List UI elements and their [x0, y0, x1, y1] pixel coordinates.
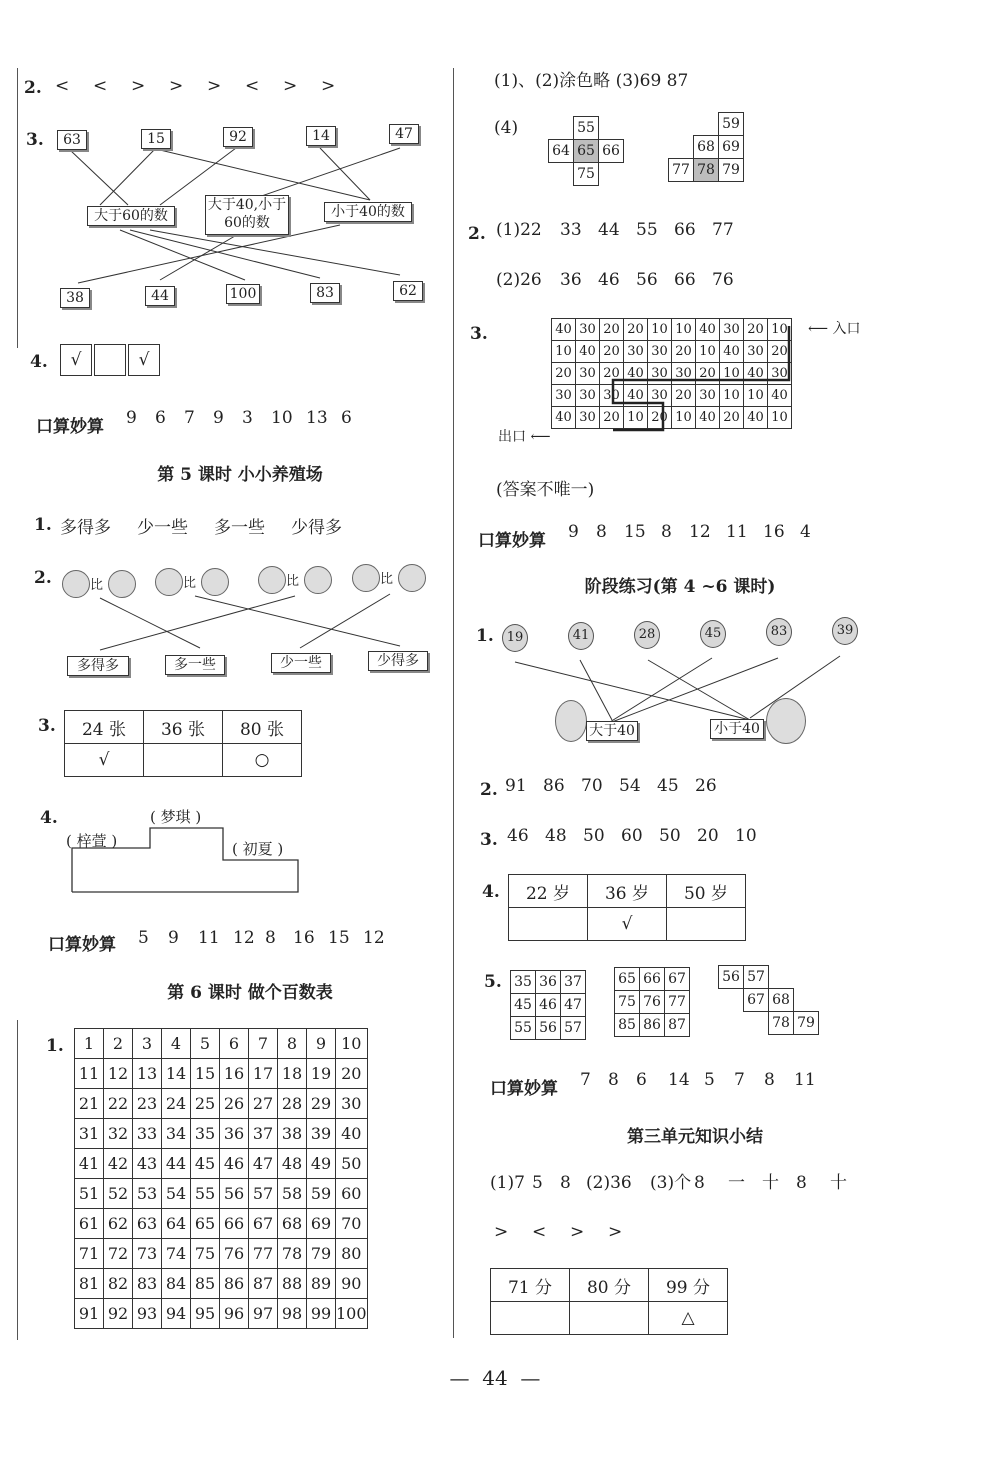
grid-cell: 45 — [511, 994, 536, 1017]
hundred-cell: 62 — [104, 1209, 133, 1239]
hundred-cell: 7 — [249, 1029, 278, 1059]
hundred-cell: 94 — [162, 1299, 191, 1329]
hundred-cell: 73 — [133, 1239, 162, 1269]
hundred-cell: 87 — [249, 1269, 278, 1299]
hundred-cell: 15 — [191, 1059, 220, 1089]
q3-top-box: 92 — [223, 127, 253, 147]
maze-cell: 20 — [600, 319, 624, 341]
balloon: 45 — [700, 620, 726, 648]
hundred-cell: 63 — [133, 1209, 162, 1239]
hundred-cell: 71 — [75, 1239, 104, 1269]
hundred-cell: 41 — [75, 1149, 104, 1179]
hundred-cell: 77 — [249, 1239, 278, 1269]
maze-cell: 30 — [768, 363, 792, 385]
l5q2-box: 少得多 — [368, 651, 428, 671]
stair-shape: 59 68 69 77 78 79 — [668, 112, 744, 182]
q3-bottom-box: 62 — [393, 281, 423, 301]
sq1-number: 1. — [476, 626, 494, 646]
grid-cell: 35 — [511, 971, 536, 994]
oral-calc-label: 口算妙算 — [36, 417, 104, 437]
grid-cell: 67 — [665, 968, 690, 991]
maze-cell: 40 — [744, 407, 768, 429]
balloon: 19 — [502, 624, 528, 652]
hundred-cell: 82 — [104, 1269, 133, 1299]
page-number: — 44 — — [449, 1366, 541, 1390]
l5q2-lines — [0, 590, 453, 660]
l5q2-box: 多一些 — [165, 655, 225, 675]
q3-top-box: 47 — [389, 124, 419, 144]
l5q1-values: 多得多 少一些 多一些 少得多 — [60, 518, 342, 538]
grid-cell: 75 — [615, 991, 640, 1014]
hundred-cell: 40 — [336, 1119, 368, 1149]
hundred-cell: 65 — [191, 1209, 220, 1239]
maze-cell: 10 — [768, 319, 792, 341]
exit-label: 出口 ⟵ — [498, 429, 551, 445]
hundred-cell: 28 — [278, 1089, 307, 1119]
maze-cell: 10 — [648, 319, 672, 341]
hundred-cell: 91 — [75, 1299, 104, 1329]
hundred-cell: 49 — [307, 1149, 336, 1179]
l5q2-number: 2. — [34, 568, 52, 588]
q3-bottom-box: 100 — [226, 284, 260, 304]
balloon: 41 — [568, 622, 594, 650]
hundred-cell: 14 — [162, 1059, 191, 1089]
hundred-cell: 18 — [278, 1059, 307, 1089]
maze-cell: 10 — [624, 407, 648, 429]
maze-cell: 20 — [600, 341, 624, 363]
maze-cell: 30 — [600, 385, 624, 407]
hundred-cell: 17 — [249, 1059, 278, 1089]
hundred-cell: 81 — [75, 1269, 104, 1299]
hundred-cell: 84 — [162, 1269, 191, 1299]
hundred-cell: 26 — [220, 1089, 249, 1119]
oral-calc-values: 7 8 6 14 5 7 8 11 — [580, 1070, 816, 1090]
maze-cell: 40 — [552, 319, 576, 341]
q3-lines — [0, 0, 453, 320]
hundred-cell: 37 — [249, 1119, 278, 1149]
oral-calc-label: 口算妙算 — [478, 531, 546, 551]
r-q3-number: 3. — [470, 324, 488, 344]
q3-bottom-box: 38 — [60, 288, 90, 308]
hundred-cell: 53 — [133, 1179, 162, 1209]
maze-cell: 40 — [552, 407, 576, 429]
hundred-cell: 3 — [133, 1029, 162, 1059]
summary-title: 第三单元知识小结 — [627, 1127, 763, 1147]
greater-40-box: 大于40 — [586, 721, 638, 741]
chick-icon — [555, 700, 587, 742]
l6q1-number: 1. — [46, 1036, 64, 1056]
maze-cell: 40 — [696, 319, 720, 341]
hundred-cell: 29 — [307, 1089, 336, 1119]
hundred-cell: 43 — [133, 1149, 162, 1179]
hundred-cell: 8 — [278, 1029, 307, 1059]
maze-cell: 20 — [624, 319, 648, 341]
hundred-cell: 44 — [162, 1149, 191, 1179]
oral-calc-values: 9 6 7 9 3 10 13 6 — [126, 408, 352, 428]
hundred-cell: 46 — [220, 1149, 249, 1179]
name-mengqi: ( 梦琪 ) — [150, 808, 202, 826]
hundred-cell: 55 — [191, 1179, 220, 1209]
hundred-cell: 22 — [104, 1089, 133, 1119]
maze-cell: 20 — [696, 363, 720, 385]
hundred-cell: 39 — [307, 1119, 336, 1149]
hundred-cell: 98 — [278, 1299, 307, 1329]
maze-cell: 40 — [720, 341, 744, 363]
oral-calc-label: 口算妙算 — [48, 935, 116, 955]
hundred-cell: 68 — [278, 1209, 307, 1239]
hundred-cell: 76 — [220, 1239, 249, 1269]
sq4-table: 22 岁 36 岁 50 岁 √ — [508, 874, 746, 941]
maze-cell: 20 — [672, 385, 696, 407]
hundred-cell: 20 — [336, 1059, 368, 1089]
hundred-cell: 30 — [336, 1089, 368, 1119]
maze-cell: 40 — [744, 363, 768, 385]
r-p4-label: (4) — [494, 118, 519, 138]
maze-cell: 30 — [744, 341, 768, 363]
sq2-values: 91 86 70 54 45 26 — [505, 776, 717, 796]
lesson5-title: 第 5 课时 小小养殖场 — [157, 465, 323, 485]
name-zixuan: ( 梓萱 ) — [66, 832, 118, 850]
q3-mid-box: 小于40的数 — [324, 202, 412, 222]
hundred-cell: 90 — [336, 1269, 368, 1299]
chick-icon — [398, 564, 426, 592]
grid-cell: 76 — [640, 991, 665, 1014]
hundred-cell: 25 — [191, 1089, 220, 1119]
sq3-number: 3. — [480, 830, 498, 850]
name-chuxia: ( 初夏 ) — [232, 840, 284, 858]
maze-cell: 20 — [648, 407, 672, 429]
maze-cell: 10 — [672, 407, 696, 429]
maze-cell: 10 — [720, 363, 744, 385]
q3-mid-box: 大于40,小于60的数 — [205, 195, 289, 235]
q2-number: 2. — [24, 78, 42, 98]
sq5-grid-3: 56 57 67 68 78 79 — [718, 965, 819, 1035]
l5q1-number: 1. — [34, 515, 52, 535]
compare-word: 比 — [183, 576, 197, 591]
stage-title: 阶段练习(第 4 ~6 课时) — [584, 577, 776, 597]
sq2-number: 2. — [480, 780, 498, 800]
hundred-cell: 48 — [278, 1149, 307, 1179]
hundred-cell: 61 — [75, 1209, 104, 1239]
q3-bottom-box: 44 — [145, 286, 175, 306]
q3-top-box: 63 — [57, 130, 87, 150]
hundred-cell: 95 — [191, 1299, 220, 1329]
hundred-cell: 2 — [104, 1029, 133, 1059]
hundred-cell: 1 — [75, 1029, 104, 1059]
hundred-cell: 9 — [307, 1029, 336, 1059]
balloon: 83 — [766, 618, 792, 646]
hundred-cell: 64 — [162, 1209, 191, 1239]
maze-cell: 20 — [600, 363, 624, 385]
balloon: 39 — [832, 617, 858, 645]
maze-cell: 30 — [720, 319, 744, 341]
maze-cell: 10 — [696, 341, 720, 363]
maze-cell: 30 — [648, 385, 672, 407]
grid-cell: 66 — [640, 968, 665, 991]
sq5-number: 5. — [484, 972, 502, 992]
maze-cell: 30 — [624, 341, 648, 363]
grid-cell: 55 — [511, 1017, 536, 1040]
maze-cell: 40 — [624, 385, 648, 407]
hundred-cell: 70 — [336, 1209, 368, 1239]
maze-cell: 10 — [744, 385, 768, 407]
r-q3-note: (答案不唯一) — [496, 480, 595, 500]
hundred-cell: 69 — [307, 1209, 336, 1239]
hundred-cell: 11 — [75, 1059, 104, 1089]
r-q2-number: 2. — [468, 224, 486, 244]
entrance-label: ⟵ 入口 — [808, 321, 861, 337]
l5q3-table: 24 张 36 张 80 张 √ ○ — [64, 710, 302, 777]
grid-cell: 36 — [536, 971, 561, 994]
maze-cell: 20 — [720, 407, 744, 429]
maze-cell: 30 — [576, 319, 600, 341]
summary-table: 71 分 80 分 99 分 △ — [490, 1268, 728, 1335]
hundred-cell: 19 — [307, 1059, 336, 1089]
less-40-box: 小于40 — [710, 719, 764, 739]
maze-cell: 20 — [552, 363, 576, 385]
hundred-cell: 51 — [75, 1179, 104, 1209]
grid-cell: 87 — [665, 1014, 690, 1037]
maze-cell: 10 — [672, 319, 696, 341]
hundred-cell: 97 — [249, 1299, 278, 1329]
hundred-cell: 66 — [220, 1209, 249, 1239]
hundred-cell: 74 — [162, 1239, 191, 1269]
hundred-cell: 60 — [336, 1179, 368, 1209]
hundred-cell: 88 — [278, 1269, 307, 1299]
hundred-cell: 50 — [336, 1149, 368, 1179]
hundred-cell: 78 — [278, 1239, 307, 1269]
grid-cell: 57 — [561, 1017, 586, 1040]
maze-path — [551, 318, 811, 448]
sq5-grid-2 — [614, 967, 690, 1037]
hundred-cell: 72 — [104, 1239, 133, 1269]
maze-cell: 40 — [768, 385, 792, 407]
hundred-cell: 34 — [162, 1119, 191, 1149]
grid-cell: 46 — [536, 994, 561, 1017]
hundred-cell: 80 — [336, 1239, 368, 1269]
grid-cell: 65 — [615, 968, 640, 991]
hundred-cell: 45 — [191, 1149, 220, 1179]
hundred-cell: 92 — [104, 1299, 133, 1329]
hundred-cell: 85 — [191, 1269, 220, 1299]
grid-cell: 47 — [561, 994, 586, 1017]
grid-cell: 77 — [665, 991, 690, 1014]
l5q3-number: 3. — [38, 716, 56, 736]
l5q2-box: 多得多 — [67, 656, 129, 676]
sq1-lines — [460, 640, 920, 750]
maze-cell: 30 — [648, 341, 672, 363]
hundred-cell: 5 — [191, 1029, 220, 1059]
hundred-cell: 86 — [220, 1269, 249, 1299]
compare-word: 比 — [380, 572, 394, 587]
maze-cell: 30 — [672, 363, 696, 385]
maze-cell: 10 — [552, 341, 576, 363]
column-divider — [453, 68, 454, 1338]
hundred-cell: 52 — [104, 1179, 133, 1209]
sq3-values: 46 48 50 60 50 20 10 — [507, 826, 757, 846]
q2-signs: < < > > > < > > — [55, 76, 336, 96]
hundred-cell: 100 — [336, 1299, 368, 1329]
hundred-cell: 47 — [249, 1149, 278, 1179]
maze-cell: 30 — [576, 385, 600, 407]
l5q2-box: 少一些 — [271, 653, 331, 673]
r-p1: (1)、(2)涂色略 (3)69 87 — [494, 71, 689, 91]
maze-cell: 20 — [600, 407, 624, 429]
hundred-cell: 79 — [307, 1239, 336, 1269]
r-q2-row2: (2)26 36 46 56 66 76 — [496, 270, 734, 290]
maze-cell: 30 — [696, 385, 720, 407]
oral-calc-values: 5 9 11 12 8 16 15 12 — [138, 928, 385, 948]
compare-word: 比 — [286, 574, 300, 589]
hundred-cell: 93 — [133, 1299, 162, 1329]
hundred-cell: 35 — [191, 1119, 220, 1149]
left-margin-rule — [17, 1020, 18, 1340]
oral-calc-values: 9 8 15 8 12 11 16 4 — [568, 522, 811, 542]
hundred-cell: 16 — [220, 1059, 249, 1089]
hundred-cell: 10 — [336, 1029, 368, 1059]
cross-shape: 55 64 65 66 75 — [548, 116, 624, 186]
hundred-cell: 96 — [220, 1299, 249, 1329]
maze-cell: 40 — [624, 363, 648, 385]
frog-icon — [352, 564, 380, 592]
maze-cell: 20 — [744, 319, 768, 341]
squirrel-icon — [766, 698, 806, 744]
maze-cell: 30 — [552, 385, 576, 407]
grid-cell: 86 — [640, 1014, 665, 1037]
hundred-cell: 4 — [162, 1029, 191, 1059]
maze-cell: 10 — [720, 385, 744, 407]
hundred-cell: 31 — [75, 1119, 104, 1149]
maze-cell: 20 — [768, 341, 792, 363]
hundred-cell: 38 — [278, 1119, 307, 1149]
hundred-cell: 33 — [133, 1119, 162, 1149]
hundred-cell: 57 — [249, 1179, 278, 1209]
hundred-cell: 42 — [104, 1149, 133, 1179]
hundred-cell: 75 — [191, 1239, 220, 1269]
hundred-cell: 27 — [249, 1089, 278, 1119]
balloon: 28 — [634, 621, 660, 649]
hundred-cell: 23 — [133, 1089, 162, 1119]
hundred-chart — [74, 1028, 368, 1329]
hundred-cell: 56 — [220, 1179, 249, 1209]
hundred-cell: 83 — [133, 1269, 162, 1299]
summary-signs: > < > > — [494, 1222, 623, 1242]
q3-top-box: 15 — [141, 129, 171, 149]
hundred-cell: 58 — [278, 1179, 307, 1209]
hundred-cell: 13 — [133, 1059, 162, 1089]
r-q2-row1: (1)22 33 44 55 66 77 — [496, 220, 734, 240]
lesson6-title: 第 6 课时 做个百数表 — [167, 983, 333, 1003]
maze-cell: 30 — [648, 363, 672, 385]
hundred-cell: 59 — [307, 1179, 336, 1209]
hundred-cell: 6 — [220, 1029, 249, 1059]
maze-cell: 20 — [672, 341, 696, 363]
oral-calc-label: 口算妙算 — [490, 1079, 558, 1099]
hundred-cell: 89 — [307, 1269, 336, 1299]
hundred-cell: 32 — [104, 1119, 133, 1149]
hundred-cell: 12 — [104, 1059, 133, 1089]
q3-bottom-box: 83 — [310, 283, 340, 303]
maze-cell: 30 — [576, 407, 600, 429]
grid-cell: 85 — [615, 1014, 640, 1037]
hundred-cell: 54 — [162, 1179, 191, 1209]
summary-row1: (1)7 5 8 (2)36 (3)个 8 一 十 8 十 — [490, 1173, 847, 1193]
sq5-grid-1 — [510, 970, 586, 1040]
hundred-cell: 99 — [307, 1299, 336, 1329]
q4-number: 4. — [30, 352, 48, 372]
q3-top-box: 14 — [306, 126, 336, 146]
compare-word: 比 — [90, 578, 104, 593]
hundred-cell: 24 — [162, 1089, 191, 1119]
maze-cell: 40 — [576, 341, 600, 363]
q3-mid-box: 大于60的数 — [87, 206, 175, 226]
maze-cell: 30 — [576, 363, 600, 385]
hundred-cell: 67 — [249, 1209, 278, 1239]
grid-cell: 56 — [536, 1017, 561, 1040]
maze-cell: 40 — [696, 407, 720, 429]
maze-cell: 10 — [768, 407, 792, 429]
hundred-cell: 21 — [75, 1089, 104, 1119]
hundred-cell: 36 — [220, 1119, 249, 1149]
l5q4-number: 4. — [40, 808, 58, 828]
q3-number: 3. — [26, 130, 44, 150]
grid-cell: 37 — [561, 971, 586, 994]
sq4-number: 4. — [482, 882, 500, 902]
